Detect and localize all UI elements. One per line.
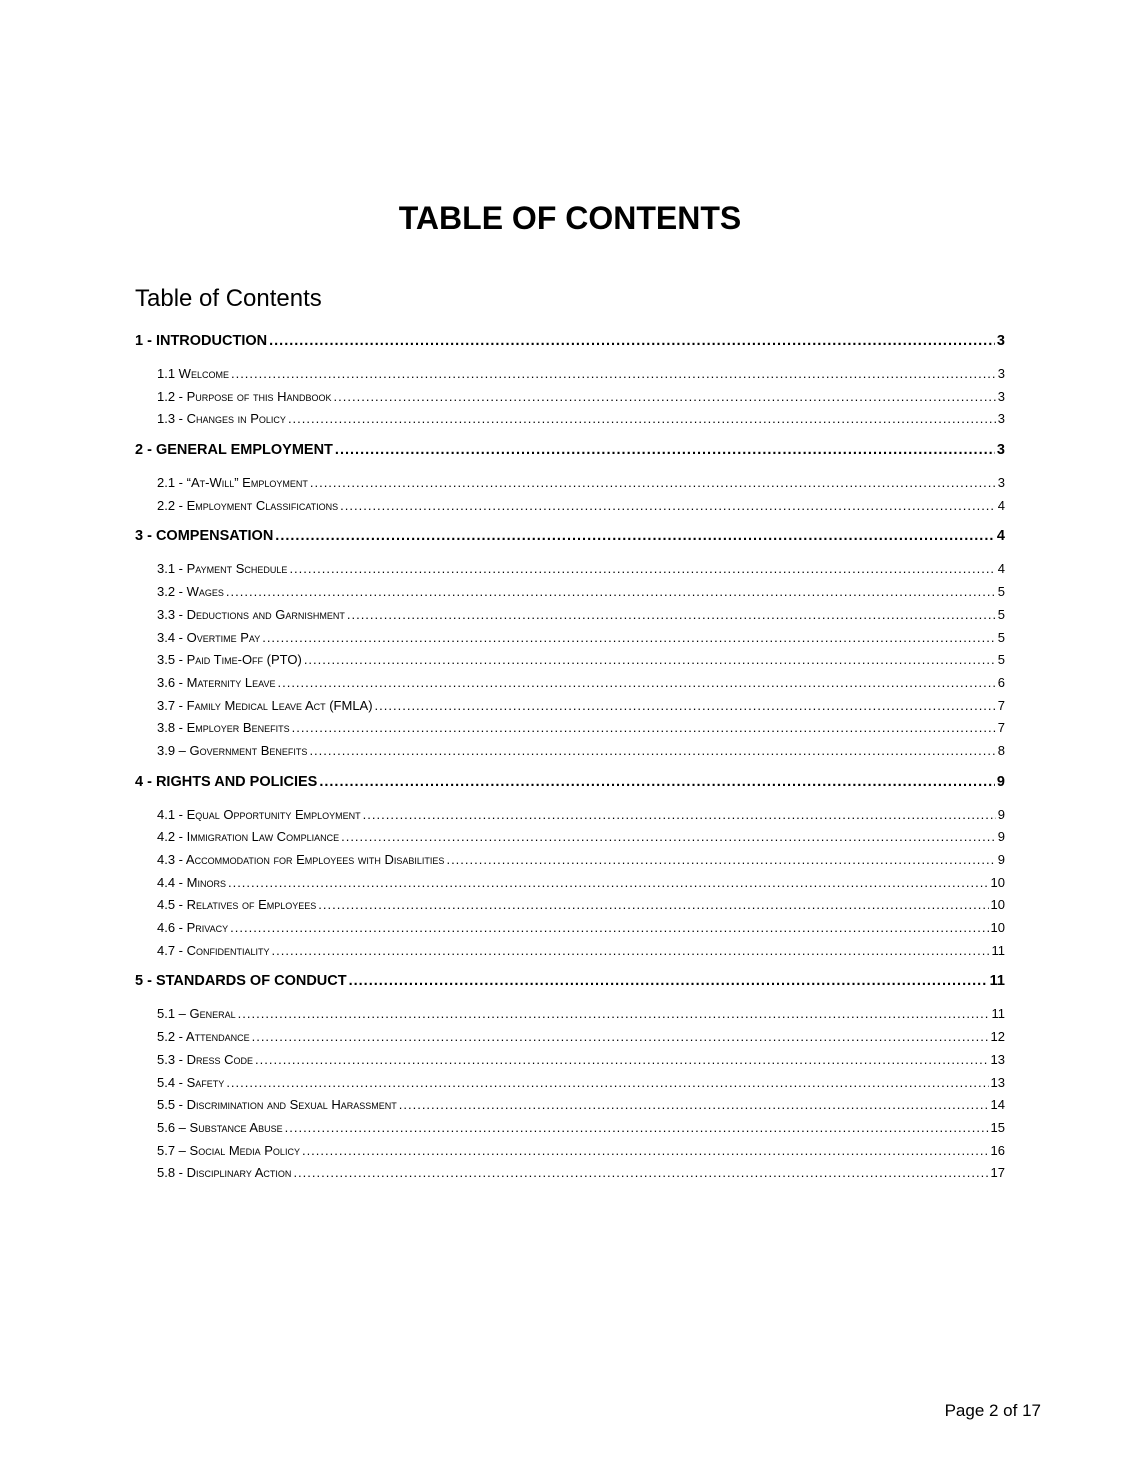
dot-leader: [255, 1049, 989, 1072]
toc-subentry[interactable]: [135, 408, 1005, 431]
dot-leader: [310, 472, 996, 495]
toc-entry-page: 5: [997, 629, 1005, 645]
toc-entry-page: 10: [990, 920, 1005, 936]
toc-entry-label: 5.5 - Discrimination and Sexual Harassment: [157, 1097, 397, 1113]
toc-subentry[interactable]: [135, 1094, 1005, 1117]
toc-subentry[interactable]: [135, 604, 1005, 627]
toc-entry-label: 4.1 - Equal Opportunity Employment: [157, 806, 361, 822]
dot-leader: [228, 872, 989, 895]
dot-leader: [288, 408, 996, 431]
toc-entry-page: 3: [997, 475, 1005, 491]
toc-subentry[interactable]: [135, 1026, 1005, 1049]
dot-leader: [231, 363, 996, 386]
toc-subentry[interactable]: [135, 740, 1005, 763]
toc-entry-label: 1.1 Welcome: [157, 366, 229, 381]
toc-entry-label: 3.1 - Payment Schedule: [157, 561, 288, 577]
toc-entry-label: 1.2 - Purpose of this Handbook: [157, 388, 332, 404]
toc-entry-label: 5.2 - Attendance: [157, 1029, 250, 1045]
dot-leader: [275, 525, 995, 548]
dot-leader: [277, 672, 995, 695]
toc-subentry[interactable]: [135, 386, 1005, 409]
toc-entry-label: 1.3 - Changes in Policy: [157, 411, 286, 427]
toc-entry-page: 3: [997, 411, 1005, 427]
toc-entry-page: 9: [997, 829, 1005, 845]
toc-entry-page: 4: [997, 497, 1005, 513]
toc-subentry[interactable]: [135, 581, 1005, 604]
toc-entry-label: 3.7 - Family Medical Leave Act (FMLA): [157, 697, 373, 713]
toc-entry-page: 5: [997, 584, 1005, 600]
toc-subentry[interactable]: [135, 649, 1005, 672]
toc-section: [135, 330, 1005, 431]
toc-entry-label: 3 - COMPENSATION: [135, 528, 274, 545]
dot-leader: [285, 1117, 989, 1140]
toc-entry-label: 3.9 – Government Benefits: [157, 742, 308, 758]
toc-subentry[interactable]: [135, 495, 1005, 518]
toc-entry-label: 3.8 - Employer Benefits: [157, 720, 290, 736]
toc-entry-label: 5.8 - Disciplinary Action: [157, 1165, 292, 1181]
toc-entry-label: 5.1 – General: [157, 1006, 236, 1022]
dot-leader: [238, 1003, 990, 1026]
toc-subentry[interactable]: [135, 672, 1005, 695]
dot-leader: [289, 558, 995, 581]
toc-entry-label: 3.2 - Wages: [157, 584, 224, 600]
toc-subentry[interactable]: [135, 894, 1005, 917]
toc-entry-label: 2.2 - Employment Classifications: [157, 497, 339, 513]
dot-leader: [262, 627, 996, 650]
toc-subentry[interactable]: [135, 1003, 1005, 1026]
dot-leader: [309, 740, 995, 763]
toc-subentry[interactable]: [135, 872, 1005, 895]
toc-section: [135, 970, 1005, 1185]
toc-entry-page: 8: [997, 742, 1005, 758]
toc-entry-page: 14: [990, 1097, 1005, 1113]
dot-leader: [293, 1162, 988, 1185]
dot-leader: [226, 1072, 988, 1095]
toc-subentry[interactable]: [135, 1162, 1005, 1185]
toc-entry-label: 5.7 – Social Media Policy: [157, 1142, 300, 1158]
toc-entry-page: 3: [997, 388, 1005, 404]
toc-entry-label: 3.3 - Deductions and Garnishment: [157, 606, 345, 622]
toc-section-entry[interactable]: [135, 771, 1005, 794]
page-title: TABLE OF CONTENTS: [398, 200, 742, 236]
table-of-contents: [135, 329, 1005, 1185]
toc-entry-label: 4.3 - Accommodation for Employees with Disabilities: [157, 852, 445, 867]
toc-subentry[interactable]: [135, 717, 1005, 740]
dot-leader: [226, 581, 996, 604]
toc-section: [135, 771, 1005, 963]
toc-entry-label: 5 - STANDARDS OF CONDUCT: [135, 973, 347, 990]
toc-entry-page: 6: [997, 674, 1005, 690]
dot-leader: [349, 970, 988, 993]
dot-leader: [340, 495, 996, 518]
toc-section: [135, 525, 1005, 762]
toc-entry-page: 11: [991, 1006, 1005, 1022]
toc-section: [135, 439, 1005, 517]
toc-entry-page: 4: [997, 561, 1005, 577]
toc-entry-page: 9: [996, 773, 1005, 790]
toc-entry-page: 13: [990, 1074, 1005, 1090]
toc-section-entry[interactable]: [135, 439, 1005, 462]
toc-entry-label: 3.5 - Paid Time-Off (PTO): [157, 652, 302, 668]
toc-subentry[interactable]: [135, 1072, 1005, 1095]
toc-entry-page: 7: [997, 720, 1005, 736]
toc-entry-page: 3: [996, 442, 1005, 459]
dot-leader: [269, 330, 995, 353]
toc-entry-page: 11: [989, 973, 1005, 990]
toc-entry-label: 4.7 - Confidentiality: [157, 942, 270, 958]
toc-entry-label: 3.4 - Overtime Pay: [157, 629, 261, 645]
toc-entry-page: 3: [996, 333, 1005, 349]
dot-leader: [341, 826, 996, 849]
toc-subentry[interactable]: [135, 849, 1005, 872]
toc-entry-label: 5.3 - Dress Code: [157, 1051, 254, 1067]
toc-subentry[interactable]: [135, 627, 1005, 650]
toc-entry-label: 5.4 - Safety: [157, 1074, 225, 1090]
toc-subentry[interactable]: [135, 826, 1005, 849]
toc-entry-page: 10: [990, 897, 1005, 913]
toc-section-entry[interactable]: [135, 330, 1005, 353]
page-number: Page 2 of 17: [944, 1401, 1041, 1420]
toc-entry-label: 2 - GENERAL EMPLOYMENT: [135, 442, 333, 459]
dot-leader: [335, 439, 995, 462]
toc-subentry[interactable]: [135, 695, 1005, 718]
toc-heading: Table of Contents: [135, 285, 322, 312]
toc-subentry[interactable]: [135, 363, 1005, 386]
toc-subentry[interactable]: [135, 558, 1005, 581]
dot-leader: [292, 717, 996, 740]
dot-leader: [399, 1094, 989, 1117]
dot-leader: [304, 649, 996, 672]
dot-leader: [272, 940, 990, 963]
dot-leader: [363, 804, 996, 827]
toc-entry-label: 1 - INTRODUCTION: [135, 333, 268, 349]
dot-leader: [319, 771, 995, 794]
toc-subentry[interactable]: [135, 804, 1005, 827]
toc-subentry[interactable]: [135, 1117, 1005, 1140]
dot-leader: [446, 849, 995, 872]
toc-entry-label: 4.6 - Privacy: [157, 920, 229, 936]
toc-entry-page: 9: [997, 806, 1005, 822]
toc-entry-page: 13: [990, 1051, 1005, 1067]
toc-entry-page: 16: [990, 1142, 1005, 1158]
toc-subentry[interactable]: [135, 1049, 1005, 1072]
toc-subentry[interactable]: [135, 1140, 1005, 1163]
toc-entry-label: 2.1 - “At-Will” Employment: [157, 475, 308, 491]
toc-entry-page: 10: [990, 874, 1005, 890]
toc-entry-page: 11: [991, 942, 1005, 958]
dot-leader: [347, 604, 996, 627]
dot-leader: [318, 894, 988, 917]
toc-subentry[interactable]: [135, 917, 1005, 940]
toc-entry-page: 7: [997, 697, 1005, 713]
toc-entry-page: 4: [996, 528, 1005, 545]
toc-entry-page: 17: [990, 1165, 1005, 1181]
toc-entry-page: 9: [997, 852, 1005, 867]
toc-entry-label: 3.6 - Maternity Leave: [157, 674, 276, 690]
toc-entry-label: 4.4 - Minors: [157, 874, 226, 890]
toc-entry-label: 4.5 - Relatives of Employees: [157, 897, 317, 913]
dot-leader: [252, 1026, 989, 1049]
toc-entry-page: 5: [997, 652, 1005, 668]
toc-entry-page: 15: [990, 1119, 1005, 1135]
toc-entry-page: 5: [997, 606, 1005, 622]
dot-leader: [230, 917, 988, 940]
toc-entry-page: 3: [997, 366, 1005, 381]
dot-leader: [375, 695, 996, 718]
dot-leader: [302, 1140, 989, 1163]
toc-entry-page: 12: [990, 1029, 1005, 1045]
toc-entry-label: 4 - RIGHTS AND POLICIES: [135, 773, 318, 790]
toc-subentry[interactable]: [135, 472, 1005, 495]
toc-section-entry[interactable]: [135, 525, 1005, 548]
toc-subentry[interactable]: [135, 940, 1005, 963]
toc-section-entry[interactable]: [135, 970, 1005, 993]
dot-leader: [334, 386, 996, 409]
toc-entry-label: 5.6 – Substance Abuse: [157, 1119, 283, 1135]
toc-entry-label: 4.2 - Immigration Law Compliance: [157, 829, 340, 845]
